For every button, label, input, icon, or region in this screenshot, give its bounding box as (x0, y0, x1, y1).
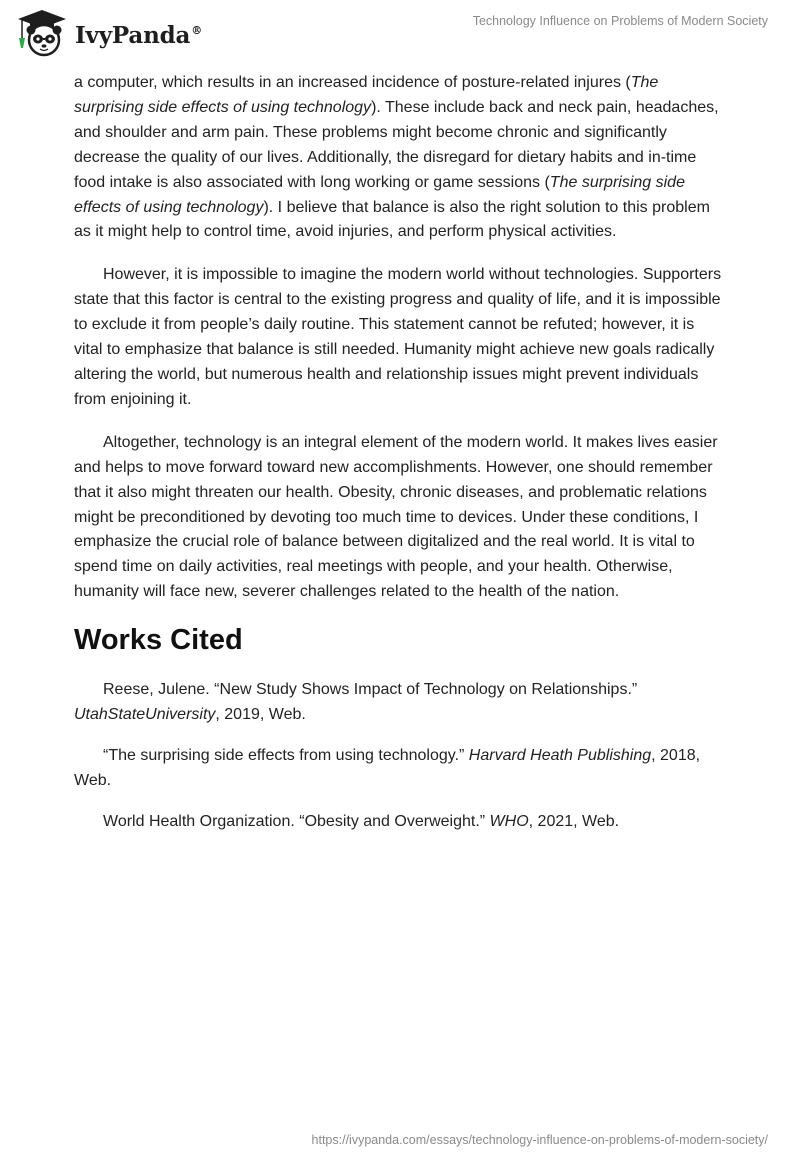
citation-italic: The surprising side effects of using technology (74, 173, 685, 216)
brand-logo[interactable] (14, 8, 202, 58)
entry-text: “The surprising side effects from using technology.” (103, 746, 469, 764)
works-cited-entry-3 (74, 810, 726, 835)
brand-name-text: IvyPanda (75, 21, 191, 49)
paragraph-text: ). I believe that balance is also the right solution to this problem as it might help to control time, avoid injuries, and perform physical activities. (74, 198, 710, 241)
body-paragraph-3: Altogether, technology is an integral element of the modern world. It makes lives easier and helps to move forward toward new accomplishments. However, one should remember that it also might threaten our health. Obesity, chronic diseases, and problematic relations might be preconditioned by devoting too much time to devices. Under these conditions, I emphasize the crucial role of balance between digitalized and the real world. It is vital to spend time on daily activities, real meetings with people, and your health. Otherwise, humanity will face new, severer challenges related to the health of the nation. (74, 433, 718, 601)
entry-text: Reese, Julene. “New Study Shows Impact of Technology on Relationships.” (103, 681, 638, 699)
panda-logo-icon (14, 8, 70, 58)
paragraph-text: ). These include back and neck pain, headaches, and shoulder and arm pain. These problems might become chronic and significantly decrease the quality of our lives. Additionally, the disregard for dietary habits and in-time food intake is also associated with long working or game sessions ( (74, 98, 719, 191)
entry-source: WHO (489, 812, 529, 830)
registered-mark: ® (191, 23, 202, 37)
citation-italic: The surprising side effects of using technology (74, 74, 659, 116)
entry-text: , 2019, Web. (215, 706, 306, 724)
works-cited-entry-1 (74, 678, 726, 728)
entry-text: , 2018, Web. (74, 746, 701, 789)
entry-source: Harvard Heath Publishing (468, 746, 652, 764)
document-title: Technology Influence on Problems of Modern Society (472, 14, 768, 28)
brand-name (75, 22, 202, 49)
source-url-link[interactable]: https://ivypanda.com/essays/technology-influence-on-problems-of-modern-society/ (311, 1133, 768, 1147)
body-paragraph-1 (74, 71, 726, 245)
entry-source: UtahStateUniversity (74, 706, 216, 724)
entry-text: , 2021, Web. (528, 812, 620, 830)
works-cited-entry-2 (74, 744, 726, 794)
essay-content (74, 71, 726, 851)
body-paragraph-2: However, it is impossible to imagine the modern world without technologies. Supporters state that this factor is central to the existing progress and quality of life, and it is impossible to exclude it from people’s daily routine. This statement cannot be refuted; however, it is vital to emphasize that balance is still needed. Humanity might achieve new goals radically altering the world, but numerous health and relationship issues might prevent individuals from enjoining it. (74, 266, 722, 408)
page-header (0, 0, 800, 70)
works-cited-heading: Works Cited (74, 624, 243, 657)
entry-text: World Health Organization. “Obesity and Overweight.” (103, 812, 490, 830)
paragraph-text: a computer, which results in an increased incidence of posture-related injures ( (74, 74, 631, 91)
